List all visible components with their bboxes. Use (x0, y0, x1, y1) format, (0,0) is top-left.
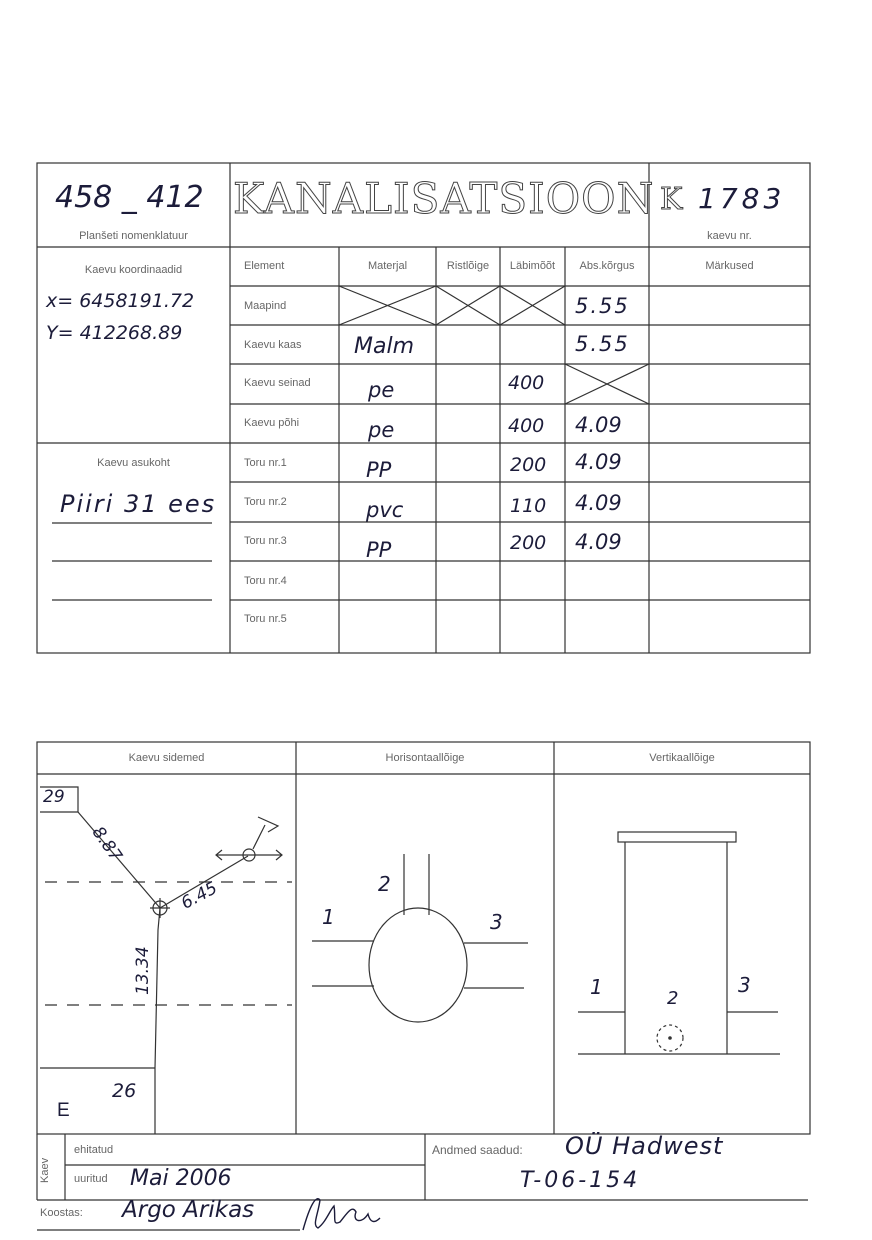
tie-distance-1: 8.87 (87, 823, 126, 866)
location-value: Piiri 31 ees (60, 490, 217, 518)
data-source-value: OÜ Hadwest (565, 1132, 724, 1160)
coordinate-y: Y= 412268.89 (46, 322, 183, 344)
row-material-kaevu-seinad: pe (368, 378, 395, 402)
row-element-kaevu-seinad: Kaevu seinad (244, 377, 311, 389)
row-material-kaevu-pohi: pe (368, 418, 395, 442)
compiled-label: Koostas: (40, 1207, 83, 1219)
coordinates-label: Kaevu koordinaadid (84, 264, 183, 276)
row-element-kaevu-pohi: Kaevu põhi (244, 417, 300, 429)
row-material-toru-3: PP (366, 538, 392, 562)
col-header-abs-height: Abs.kõrgus (579, 260, 635, 272)
row-diameter-kaevu-pohi: 400 (508, 415, 545, 437)
vsec-pipe-3-label: 3 (738, 973, 751, 997)
ties-title: Kaevu sidemed (128, 752, 205, 764)
row-element-toru-5: Toru nr.5 (244, 613, 287, 625)
row-diameter-toru-3: 200 (510, 532, 547, 554)
well-number-label: kaevu nr. (707, 230, 752, 242)
row-diameter-toru-2: 110 (510, 495, 547, 517)
nomenclature-label: Planšeti nomenklatuur (79, 230, 188, 242)
row-element-maapind: Maapind (244, 300, 287, 312)
row-abs-toru-2: 4.09 (575, 491, 622, 515)
row-abs-toru-3: 4.09 (575, 530, 622, 554)
established-label: ehitatud (74, 1144, 114, 1156)
hsec-pipe-3-label: 3 (490, 910, 503, 934)
hsec-pipe-2-label: 2 (378, 872, 391, 896)
surveyed-value: Mai 2006 (130, 1166, 232, 1191)
row-material-toru-1: PP (366, 458, 392, 482)
tie-ref-top: 29 (43, 787, 65, 807)
row-material-kaevu-kaas: Malm (354, 334, 415, 359)
nomenclature-value: 458 _ 412 (55, 180, 204, 215)
col-header-element: Element (244, 260, 285, 272)
coordinate-x: x= 6458191.72 (46, 290, 195, 312)
location-label: Kaevu asukoht (97, 457, 170, 469)
well-number: 1783 (698, 182, 786, 215)
row-element-toru-3: Toru nr.3 (244, 535, 287, 547)
data-source-label: Andmed saadud: (432, 1143, 523, 1157)
signature-scribble (303, 1199, 380, 1230)
row-material-toru-2: pvc (366, 498, 404, 522)
footer-side-label: Kaev (39, 1157, 51, 1183)
vertical-section-title: Vertikaallõige (649, 752, 715, 764)
row-element-kaevu-kaas: Kaevu kaas (244, 339, 302, 351)
vsec-pipe-2-label: 2 (667, 988, 679, 1009)
tie-corner-label: E (57, 1100, 70, 1121)
row-abs-kaevu-pohi: 4.09 (575, 413, 622, 437)
well-prefix: K (660, 182, 683, 217)
row-abs-toru-1: 4.09 (575, 450, 622, 474)
row-diameter-kaevu-seinad: 400 (508, 372, 545, 394)
vsec-pipe-1-label: 1 (590, 975, 603, 999)
col-header-notes: Märkused (705, 260, 754, 272)
compiled-value: Argo Arikas (122, 1197, 255, 1223)
row-element-toru-2: Toru nr.2 (244, 496, 287, 508)
surveyed-label: uuritud (74, 1173, 108, 1185)
job-number: T-06-154 (520, 1168, 641, 1193)
col-header-diameter: Läbimõõt (509, 260, 556, 272)
tie-ref-bottom: 26 (112, 1080, 137, 1102)
tie-distance-3: 13.34 (133, 946, 153, 995)
row-element-toru-4: Toru nr.4 (244, 575, 287, 587)
row-element-toru-1: Toru nr.1 (244, 457, 287, 469)
row-abs-maapind: 5.55 (575, 294, 630, 318)
row-abs-kaevu-kaas: 5.55 (575, 332, 630, 356)
tie-distance-2: 6.45 (178, 878, 221, 914)
col-header-cross-section: Ristlõige (446, 260, 490, 272)
horizontal-section-title: Horisontaallõige (385, 752, 465, 764)
col-header-material: Materjal (367, 260, 408, 272)
form-title: KANALISATSIOON (233, 174, 655, 223)
hsec-pipe-1-label: 1 (322, 905, 335, 929)
row-diameter-toru-1: 200 (510, 454, 547, 476)
